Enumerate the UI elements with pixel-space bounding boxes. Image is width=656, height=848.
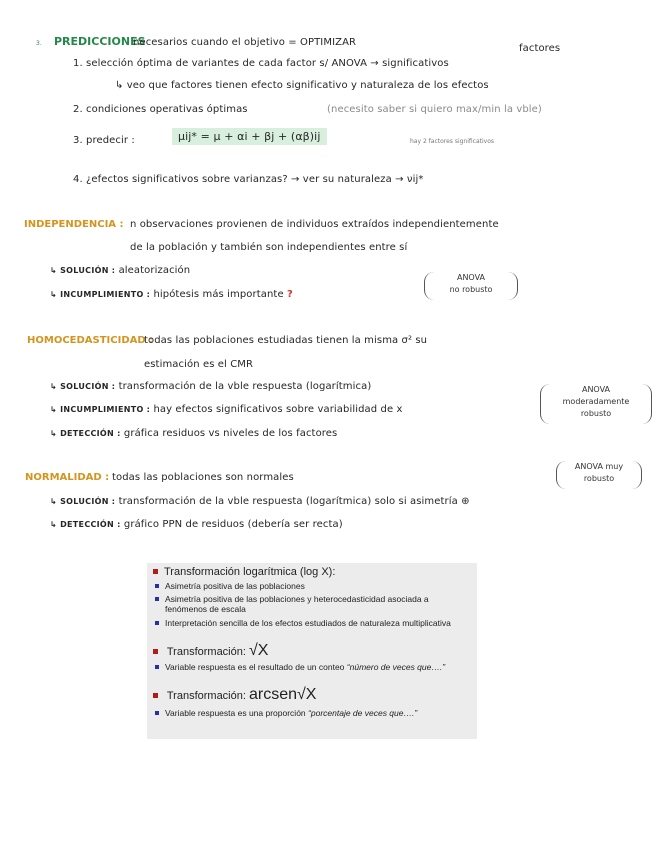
anova-robustness-note <box>540 384 652 424</box>
independencia-title: INDEPENDENCIA : <box>24 219 124 230</box>
homocedasticidad-breach <box>50 404 403 415</box>
factores-note: factores <box>519 43 561 54</box>
solution-label: ↳ SOLUCIÓN : <box>50 266 116 275</box>
panel-heading-sqrt <box>153 642 268 660</box>
detection-label: ↳ DETECCIÓN : <box>50 520 121 529</box>
homocedasticidad-detection <box>50 428 337 439</box>
panel-bullet: Interpretación sencilla de los efectos estudiados de naturaleza multiplicativa <box>165 618 470 628</box>
solution-text: aleatorización <box>118 265 191 276</box>
heading-text: Transformación: <box>166 690 246 702</box>
normalidad-solution <box>50 496 470 507</box>
independencia-line-1: n observaciones provienen de individuos extraídos independientemente <box>130 219 499 230</box>
note-line: no robusto <box>449 285 493 294</box>
pred-item-2-note: (necesito saber si quiero max/min la vble) <box>327 104 542 115</box>
anova-robustness-note <box>424 272 518 300</box>
note-line: moderadamente <box>562 397 630 406</box>
panel-heading-arcsen <box>153 686 316 704</box>
bullet-italic: “número de veces que….” <box>346 662 446 672</box>
homocedasticidad-solution <box>50 381 371 392</box>
section-number: 3. <box>36 40 42 47</box>
predicciones-title: PREDICCIONES <box>54 35 146 48</box>
sqrt-symbol: √X <box>248 642 269 659</box>
panel-bullet <box>165 708 470 718</box>
homocedasticidad-line-2: estimación es el CMR <box>144 359 254 370</box>
note-line: ANOVA muy <box>574 462 624 471</box>
normalidad-line-1: todas las poblaciones son normales <box>112 472 294 483</box>
homocedasticidad-line-1: todas las poblaciones estudiadas tienen la misma σ² su <box>144 335 428 346</box>
pred-item-1: 1. selección óptima de variantes de cada factor s/ ANOVA → significativos <box>73 58 449 69</box>
bullet-text: Variable respuesta es una proporción <box>165 708 306 718</box>
pred-item-3-label: 3. predecir : <box>73 135 135 146</box>
transformations-panel <box>147 563 477 739</box>
normalidad-detection <box>50 519 343 530</box>
heading-text: Transformación: <box>166 646 246 658</box>
normalidad-title: NORMALIDAD : <box>25 472 110 483</box>
bullet-text: Variable respuesta es el resultado de un conteo <box>165 662 345 672</box>
panel-bullet <box>165 662 470 672</box>
detection-text: gráfico PPN de residuos (debería ser recta) <box>123 519 343 530</box>
pred-item-3-note: hay 2 factores significativos <box>410 138 495 145</box>
solution-label: ↳ SOLUCIÓN : <box>50 382 116 391</box>
note-line: robusto <box>583 474 615 483</box>
pred-item-1-sub: ↳ veo que factores tienen efecto significativo y naturaleza de los efectos <box>115 80 489 91</box>
predicciones-intro: necesarios cuando el objetivo = OPTIMIZAR <box>133 37 357 48</box>
independencia-breach <box>50 289 293 300</box>
breach-label: ↳ INCUMPLIMIENTO : <box>50 290 151 299</box>
detection-label: ↳ DETECCIÓN : <box>50 429 121 438</box>
homocedasticidad-title: HOMOCEDASTICIDAD : <box>27 335 154 346</box>
solution-text: transformación de la vble respuesta (logarítmica) solo si asimetría ⊕ <box>118 496 470 507</box>
breach-text: hipótesis más importante <box>153 289 284 300</box>
note-line: ANOVA <box>456 273 486 282</box>
note-line: ANOVA <box>581 385 611 394</box>
solution-label: ↳ SOLUCIÓN : <box>50 497 116 506</box>
note-line: robusto <box>580 409 612 418</box>
panel-heading-log: Transformación logarítmica (log X): <box>153 566 335 578</box>
pred-item-2: 2. condiciones operativas óptimas <box>73 104 248 115</box>
independencia-solution <box>50 265 190 276</box>
independencia-line-2: de la población y también son independientes entre sí <box>130 242 408 253</box>
anova-robustness-note <box>556 461 642 489</box>
panel-bullet: Asimetría positiva de las poblaciones <box>165 581 470 591</box>
arcsen-symbol: arcsen√X <box>248 686 317 703</box>
breach-label: ↳ INCUMPLIMIENTO : <box>50 405 151 414</box>
panel-bullet: Asimetría positiva de las poblaciones y heterocedasticidad asociada a fenómenos de escala <box>165 594 470 614</box>
detection-text: gráfica residuos vs niveles de los factores <box>123 428 338 439</box>
solution-text: transformación de la vble respuesta (logarítmica) <box>118 381 372 392</box>
pred-item-4: 4. ¿efectos significativos sobre varianzas? → ver su naturaleza → νij* <box>73 174 424 185</box>
question-mark: ? <box>286 289 293 300</box>
breach-text: hay efectos significativos sobre variabilidad de x <box>153 404 403 415</box>
bullet-italic: “porcentaje de veces que….” <box>308 708 418 718</box>
prediction-formula: μij* = μ + αi + βj + (αβ)ij <box>172 128 327 145</box>
